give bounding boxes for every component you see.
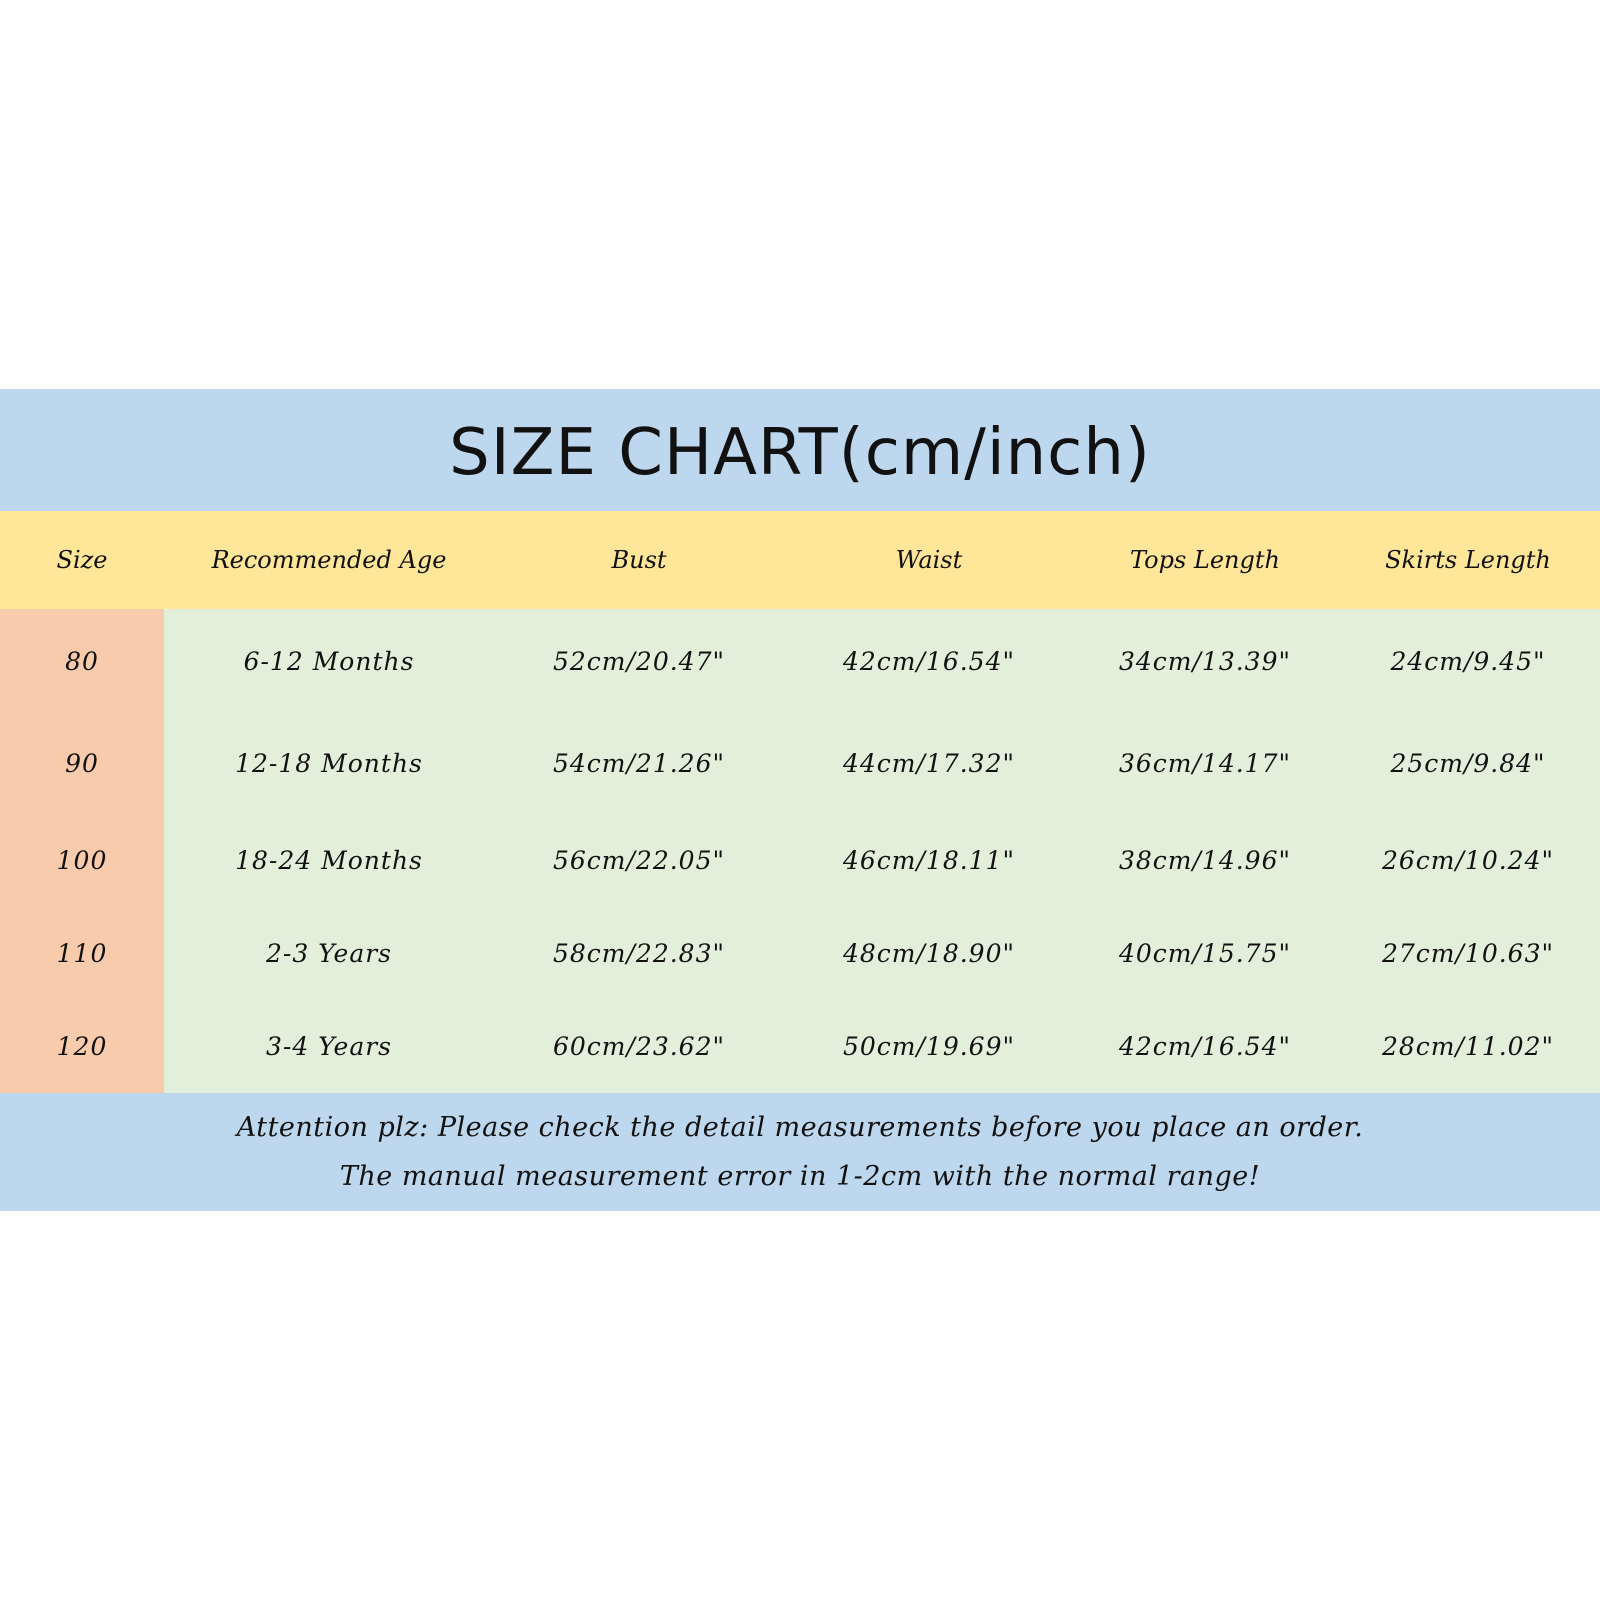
- header-recommended-age: Recommended Age: [211, 546, 447, 574]
- skirts-length-cell: 28cm/11.02": [1381, 1031, 1554, 1061]
- header-row: [0, 511, 1600, 609]
- table-body: [0, 609, 1600, 1093]
- skirts-length-cell: 26cm/10.24": [1381, 845, 1554, 875]
- skirts-length-cell: 24cm/9.45": [1390, 646, 1546, 676]
- tops-length-cell: 38cm/14.96": [1118, 845, 1291, 875]
- tops-length-cell: 34cm/13.39": [1118, 646, 1291, 676]
- header-bust: Bust: [611, 546, 667, 574]
- age-cell: 18-24 Months: [235, 845, 423, 875]
- age-cell: 6-12 Months: [243, 646, 415, 676]
- bust-cell: 56cm/22.05": [552, 845, 725, 875]
- header-waist: Waist: [895, 546, 963, 574]
- footer-band: [0, 1093, 1600, 1211]
- waist-cell: 42cm/16.54": [842, 646, 1015, 676]
- waist-cell: 50cm/19.69": [842, 1031, 1015, 1061]
- table-row: [0, 1016, 1600, 1076]
- size-cell: 100: [56, 845, 108, 875]
- waist-cell: 48cm/18.90": [842, 938, 1015, 968]
- header-skirts-length: Skirts Length: [1385, 546, 1551, 574]
- tops-length-cell: 36cm/14.17": [1118, 748, 1291, 778]
- size-cell: 110: [56, 938, 108, 968]
- size-chart: [0, 389, 1600, 1211]
- attention-note: Attention plz: Please check the detail measurements before you place an order.: [236, 1112, 1364, 1143]
- bust-cell: 58cm/22.83": [552, 938, 725, 968]
- bust-cell: 60cm/23.62": [552, 1031, 725, 1061]
- size-cell: 120: [56, 1031, 108, 1061]
- rows: [0, 609, 1600, 1093]
- table-row: [0, 830, 1600, 890]
- waist-cell: 46cm/18.11": [842, 845, 1015, 875]
- table-row: [0, 923, 1600, 983]
- header-tops-length: Tops Length: [1130, 546, 1280, 574]
- tops-length-cell: 40cm/15.75": [1118, 938, 1291, 968]
- bust-cell: 52cm/20.47": [552, 646, 725, 676]
- age-cell: 2-3 Years: [265, 938, 393, 968]
- table-row: [0, 733, 1600, 793]
- tops-length-cell: 42cm/16.54": [1118, 1031, 1291, 1061]
- title-band: [0, 389, 1600, 511]
- size-cell: 80: [65, 646, 99, 676]
- skirts-length-cell: 25cm/9.84": [1390, 748, 1546, 778]
- size-cell: 90: [65, 748, 99, 778]
- age-cell: 3-4 Years: [265, 1031, 393, 1061]
- bust-cell: 54cm/21.26": [552, 748, 725, 778]
- chart-title: SIZE CHART(cm/inch): [449, 416, 1151, 490]
- skirts-length-cell: 27cm/10.63": [1381, 938, 1554, 968]
- waist-cell: 44cm/17.32": [842, 748, 1015, 778]
- table-row: [0, 631, 1600, 691]
- measurement-error-note: The manual measurement error in 1-2cm with the normal range!: [339, 1161, 1261, 1192]
- header-size: Size: [56, 546, 108, 574]
- age-cell: 12-18 Months: [235, 748, 423, 778]
